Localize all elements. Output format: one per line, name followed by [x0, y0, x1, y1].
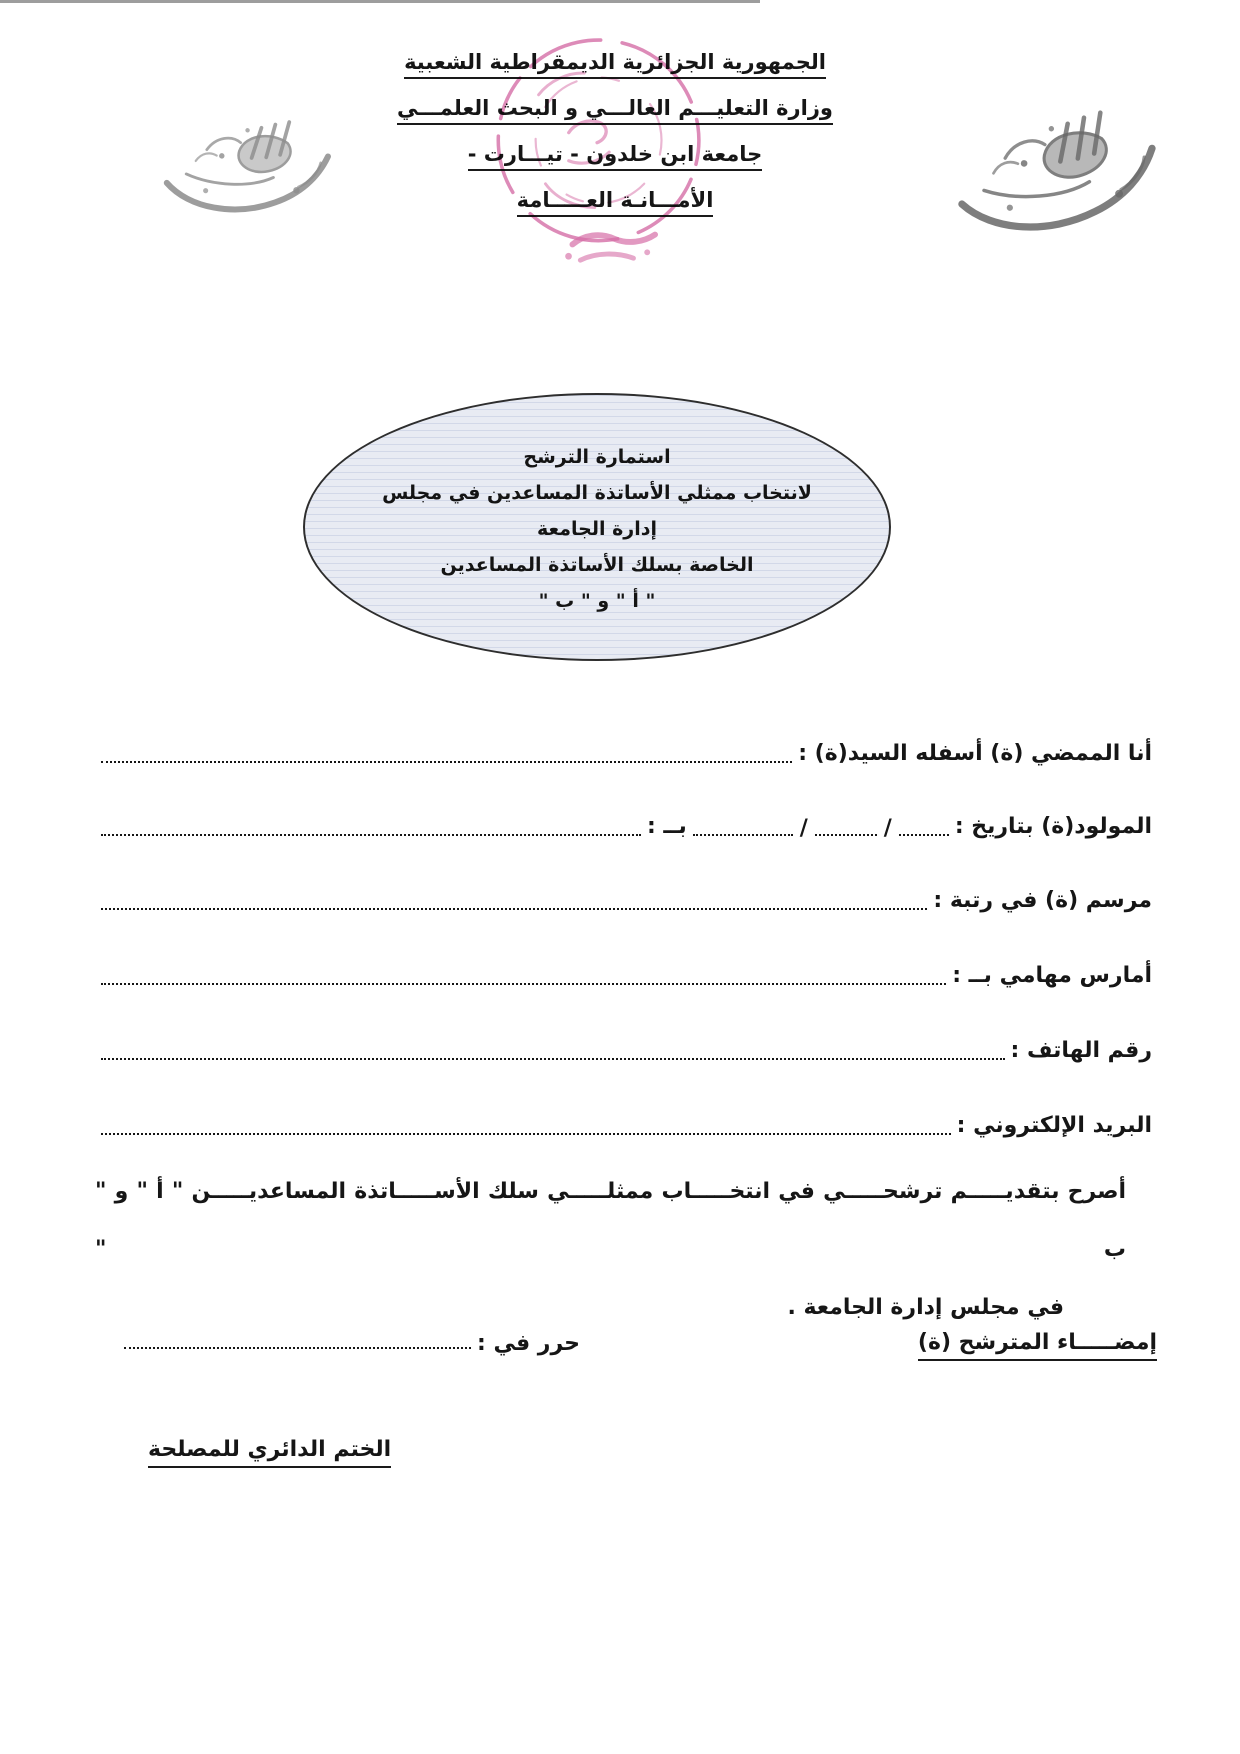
university-logo-left-icon: [151, 92, 348, 247]
scan-edge-artifact: [0, 0, 760, 3]
phone-label: رقم الهاتف :: [1010, 1038, 1152, 1064]
round-pink-ink-stamp-icon: [482, 24, 718, 280]
email-dotted-line: [101, 1133, 951, 1135]
date-separator: /: [799, 816, 808, 841]
date-separator: /: [883, 816, 892, 841]
declaration-paragraph: [95, 1163, 1152, 1337]
title-line-1: استمارة الترشح: [523, 446, 671, 468]
issued-at-dotted-line: [124, 1347, 471, 1349]
field-row-email: [95, 1098, 1152, 1142]
signer-name-label: أنا الممضي (ة) أسفله السيد(ة) :: [798, 741, 1152, 767]
email-label: البريد الإلكتروني :: [956, 1113, 1152, 1139]
birth-day-dotted-line: [899, 834, 949, 836]
title-line-3: إدارة الجامعة: [536, 518, 658, 540]
header-republic-line: الجمهورية الجزائرية الديمقراطية الشعبية: [360, 50, 870, 96]
phone-dotted-line: [101, 1058, 1005, 1060]
header-ministry-line: وزارة التعليـــم العالـــي و البحث العلمـــي: [360, 96, 870, 142]
field-row-phone: [95, 1023, 1152, 1067]
header-university-line: جامعة ابن خلدون - تيـــارت -: [360, 142, 870, 188]
birth-place-label: بــ :: [646, 814, 687, 840]
title-line-5: " أ " و " ب ": [538, 590, 656, 612]
duties-label: أمارس مهامي بــ :: [952, 963, 1152, 989]
duties-dotted-line: [101, 983, 946, 985]
issued-at-label: حرر في :: [477, 1331, 580, 1356]
field-row-rank: [95, 873, 1152, 917]
candidate-signature-label: إمضـــــاء المترشح (ة): [918, 1330, 1157, 1355]
field-row-duties: [95, 948, 1152, 992]
birth-date-label: المولود(ة) بتاريخ :: [954, 814, 1152, 840]
issued-at-row: [118, 1331, 580, 1356]
birth-month-dotted-line: [815, 834, 877, 836]
rank-dotted-line: [101, 908, 927, 910]
title-line-2: لانتخاب ممثلي الأساتذة المساعدين في مجلس: [382, 482, 812, 504]
field-row-birth: [95, 799, 1152, 843]
university-logo-right-icon: [942, 84, 1179, 266]
field-row-signer-name: [95, 726, 1152, 770]
declaration-line-1: أصرح بتقديـــــم ترشحـــــي في انتخـــــاب ممثلـــــي سلك الأســـــاتذة المساعديـــــن " أ " و " ب ": [95, 1179, 1126, 1262]
header-secretariat-line: الأمـــانـة العـــــامة: [360, 188, 870, 234]
title-line-4: الخاصة بسلك الأساتذة المساعدين: [440, 554, 754, 576]
birth-place-dotted-line: [101, 834, 641, 836]
birth-year-dotted-line: [693, 834, 793, 836]
declaration-line-2: في مجلس إدارة الجامعة .: [787, 1295, 1064, 1320]
rank-label: مرسم (ة) في رتبة :: [933, 888, 1152, 914]
signer-name-dotted-line: [101, 761, 792, 763]
service-round-stamp-label: الختم الدائري للمصلحة: [148, 1437, 391, 1462]
form-title-ellipse: [303, 393, 891, 661]
